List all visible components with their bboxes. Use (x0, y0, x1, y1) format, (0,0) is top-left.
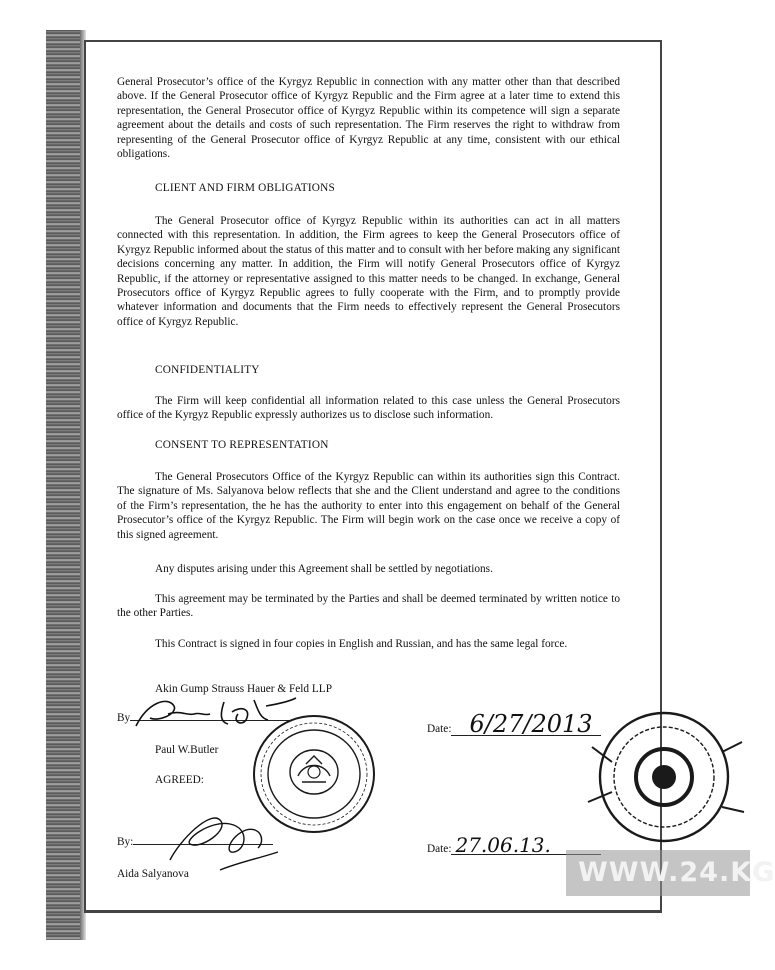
site-watermark (566, 850, 775, 896)
date-value-handwritten: 6/27/2013 (451, 713, 601, 736)
paragraph-consent (117, 470, 620, 542)
paragraph-obligations (117, 214, 620, 329)
scan-binding-edge (46, 30, 80, 940)
agreed-label: AGREED: (155, 774, 204, 786)
signer1-name: Paul W.Butler (155, 744, 219, 756)
paragraph-text: The General Prosecutor office of Kyrgyz Republic within its authorities can act in all matters connected with this representation. In addition, the Firm agrees to keep the General Prosecutors office of Kyrgyz Republic informed about the status of this matter and to consult with her before making any significant decisions concerning any matter. In addition, the Firm will notify General Prosecutors office of Kyrgyz Republic, if the attorney or representative assigned to this matter needs to be changed. In exchange, General Prosecutors office of Kyrgyz Republic agrees to fully cooperate with the Firm, and to promptly provide whatever information and documents that the Firm needs to effectively represent the General Prosecutors office of Kyrgyz Republic. (117, 215, 620, 328)
paragraph-copies (117, 637, 620, 651)
paragraph-text: General Prosecutor’s office of the Kyrgyz Republic in connection with any matter other than that described above. If the General Prosecutor office of Kyrgyz Republic and the Firm agree at a later time to extend this representation, the General Prosecutor office of Kyrgyz Republic within its competence will sign a separate agreement about the details and costs of such representation. The Firm reserves the right to withdraw from representing of the General Prosecutor office of Kyrgyz Republic at any time, consistent with our ethical obligations. (117, 76, 620, 161)
paragraph-text: Any disputes arising under this Agreement shall be settled by negotiations. (155, 563, 493, 575)
heading-client-firm-obligations: CLIENT AND FIRM OBLIGATIONS (155, 182, 335, 194)
by-label-text: By: (117, 836, 134, 848)
notary-stamp (572, 712, 750, 842)
by-label-text: By (117, 712, 131, 724)
paragraph-disputes (117, 562, 620, 576)
date-label: Date: (427, 843, 452, 855)
paragraph-intro (117, 75, 620, 161)
paragraph-text: The General Prosecutors Office of the Kyrgyz Republic can within its authorities sign this Contract. The signature of Ms. Salyanova below reflects that she and the Client understand and agree to the conditions of the Firm’s representation, the he has the authority to enter into this engagement on behalf of the General Prosecutor’s office of the Kyrgyz Republic. The Firm will begin work on the case once we receive a copy of this signed agreement. (117, 471, 620, 541)
paragraph-text: This Contract is signed in four copies in English and Russian, and has the same legal force. (155, 638, 568, 650)
heading-confidentiality: CONFIDENTIALITY (155, 364, 260, 376)
paragraph-text: The Firm will keep confidential all information related to this case unless the General Prosecutors office of the Kyrgyz Republic expressly authorizes us to disclose such information. (117, 395, 620, 422)
firm-name: Akin Gump Strauss Hauer & Feld LLP (155, 683, 332, 695)
paragraph-termination (117, 592, 620, 621)
paragraph-confidentiality (117, 394, 620, 423)
heading-consent: CONSENT TO REPRESENTATION (155, 439, 329, 451)
date-label: Date: (427, 723, 452, 735)
watermark-text: WWW.24.KG (578, 857, 775, 888)
client-signature (150, 800, 290, 880)
signer2-name: Aida Salyanova (117, 868, 189, 880)
paragraph-text: This agreement may be terminated by the Parties and shall be deemed terminated by written notice to the other Parties. (117, 593, 620, 620)
date-value-handwritten: 27.06.13. (451, 836, 601, 855)
